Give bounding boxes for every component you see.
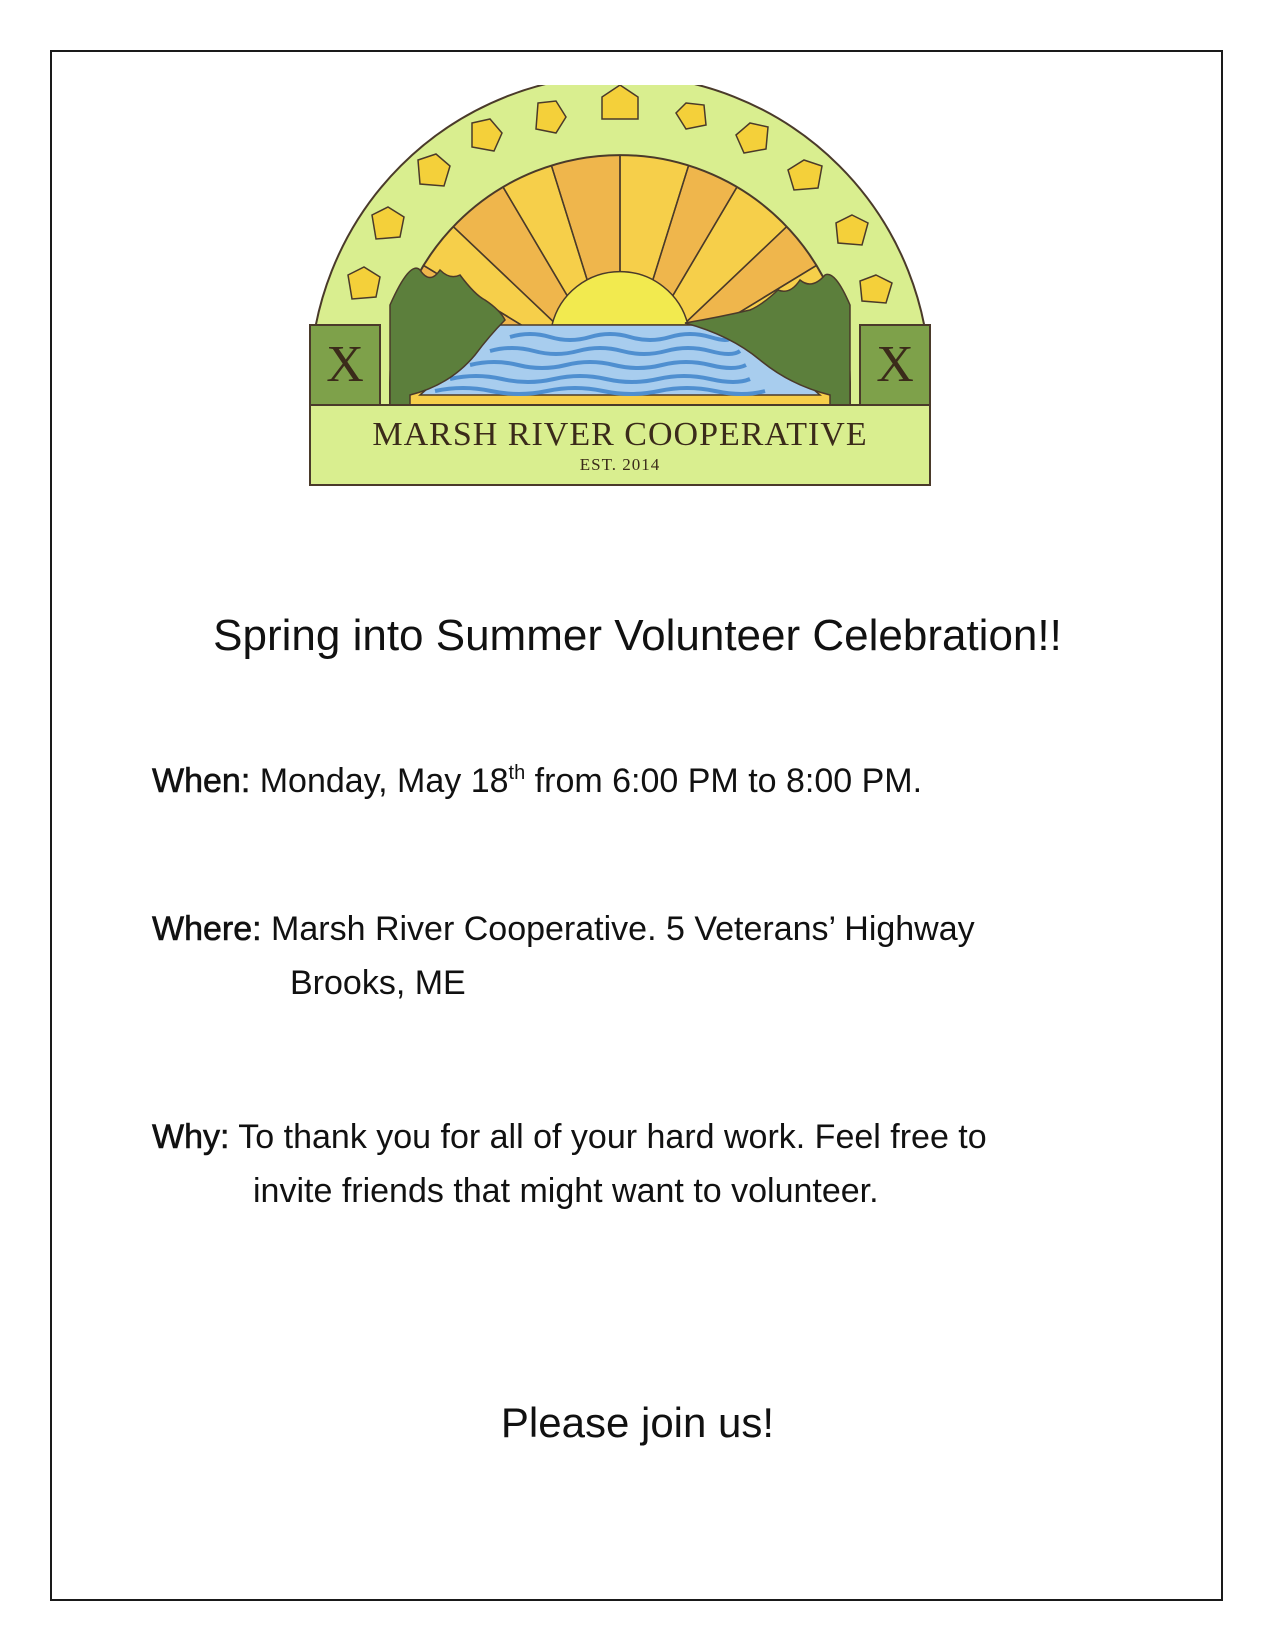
event-title: Spring into Summer Volunteer Celebration!! (213, 611, 1062, 660)
why-line (152, 1114, 987, 1160)
where-address: Marsh River Cooperative. 5 Veterans’ Highway (261, 910, 975, 948)
corner-mark-left: X (326, 336, 364, 393)
why-reason-continued: invite friends that might want to volunteer. (253, 1172, 879, 1210)
why-reason: To thank you for all of your hard work. Feel free to (229, 1118, 987, 1156)
where-city: Brooks, ME (290, 964, 466, 1002)
marsh-river-cooperative-logo (300, 85, 940, 495)
closing-invitation: Please join us! (500, 1399, 775, 1446)
where-line (152, 906, 975, 952)
where-label: Where: (152, 910, 262, 948)
when-line (152, 758, 922, 804)
when-date: Monday, May 18 (250, 762, 509, 800)
when-time: from 6:00 PM to 8:00 PM. (525, 762, 923, 800)
when-date-suffix: th (508, 762, 526, 784)
when-label: When: (152, 762, 251, 800)
why-label: Why: (152, 1118, 230, 1156)
corner-mark-right: X (876, 336, 914, 393)
logo-established: EST. 2014 (579, 455, 661, 474)
logo-name: MARSH RIVER COOPERATIVE (372, 416, 868, 453)
